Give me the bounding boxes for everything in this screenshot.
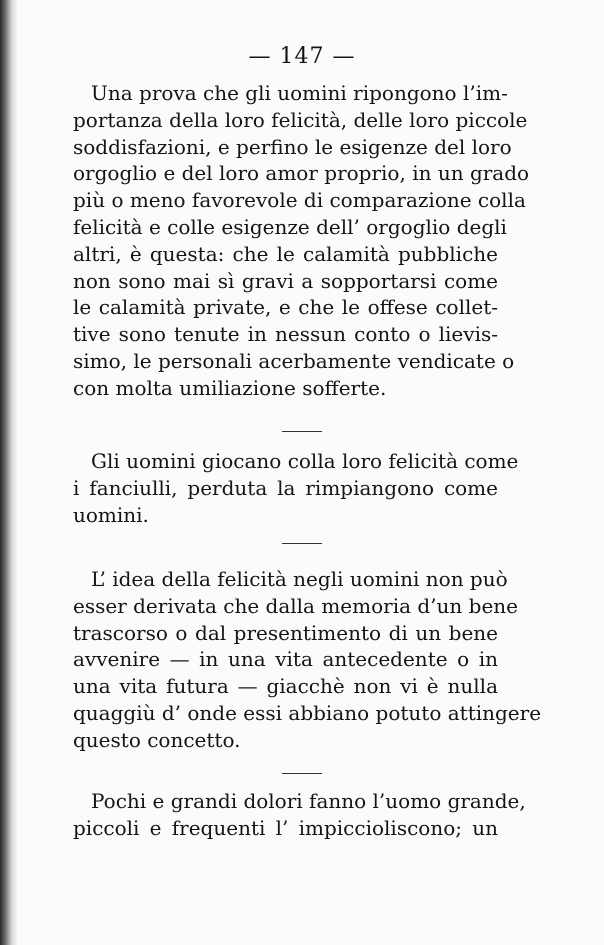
text-line: i fanciulli, perduta la rimpiangono come [73,475,498,500]
text-line: con molta umiliazione sofferte. [73,375,387,400]
text-line: altri, è questa: che le calamità pubbliche [73,241,498,266]
text-line: uomini. [73,502,149,527]
text-line: soddisfazioni, e perfino le esigenze del loro [73,134,512,159]
text-line: orgoglio e del loro amor proprio, in un grado [73,161,530,186]
text-line: L’ idea della felicità negli uomini non può [91,567,508,591]
text-line: più o meno favorevole di comparazione colla [73,188,526,213]
text-line: Una prova che gli uomini ripongono l’im- [91,81,508,105]
text-line: portanza della loro felicità, delle loro piccole [73,107,528,132]
text-line: piccoli e frequenti l’ impiccioliscono; un [73,815,498,840]
section-separator [0,420,604,434]
text-line: non sono mai sì gravi a sopportarsi come [73,268,498,293]
text-line: le calamità private, e che le offese collet- [73,295,498,320]
text-line: Gli uomini giocano colla loro felicità come [91,449,519,473]
text-line: quaggiù d’ onde essi abbiano potuto attingere [73,700,542,725]
text-line: esser derivata che dalla memoria d’un bene [73,593,519,618]
page-gutter-shadow [0,0,18,945]
page-number: — 147 — [248,44,356,69]
text-line: trascorso o dal presentimento di un bene [73,620,498,645]
text-line: una vita futura — giacchè non vi è nulla [73,674,498,699]
text-line: simo, le personali acerbamente vendicate o [73,348,515,373]
section-separator [0,762,604,776]
paragraph-4 [73,788,526,842]
paragraph-1 [73,80,530,402]
text-line: questo concetto. [73,727,241,752]
paragraph-2 [73,448,519,528]
paragraph-3 [73,566,542,754]
text-line: felicità e colle esigenze dell’ orgoglio degli [73,214,507,239]
text-line: tive sono tenute in nessun conto o lievis- [73,322,498,347]
text-line: avvenire — in una vita antecedente o in [73,647,498,672]
section-separator [0,532,604,546]
text-line: Pochi e grandi dolori fanno l’uomo grande, [91,789,526,813]
